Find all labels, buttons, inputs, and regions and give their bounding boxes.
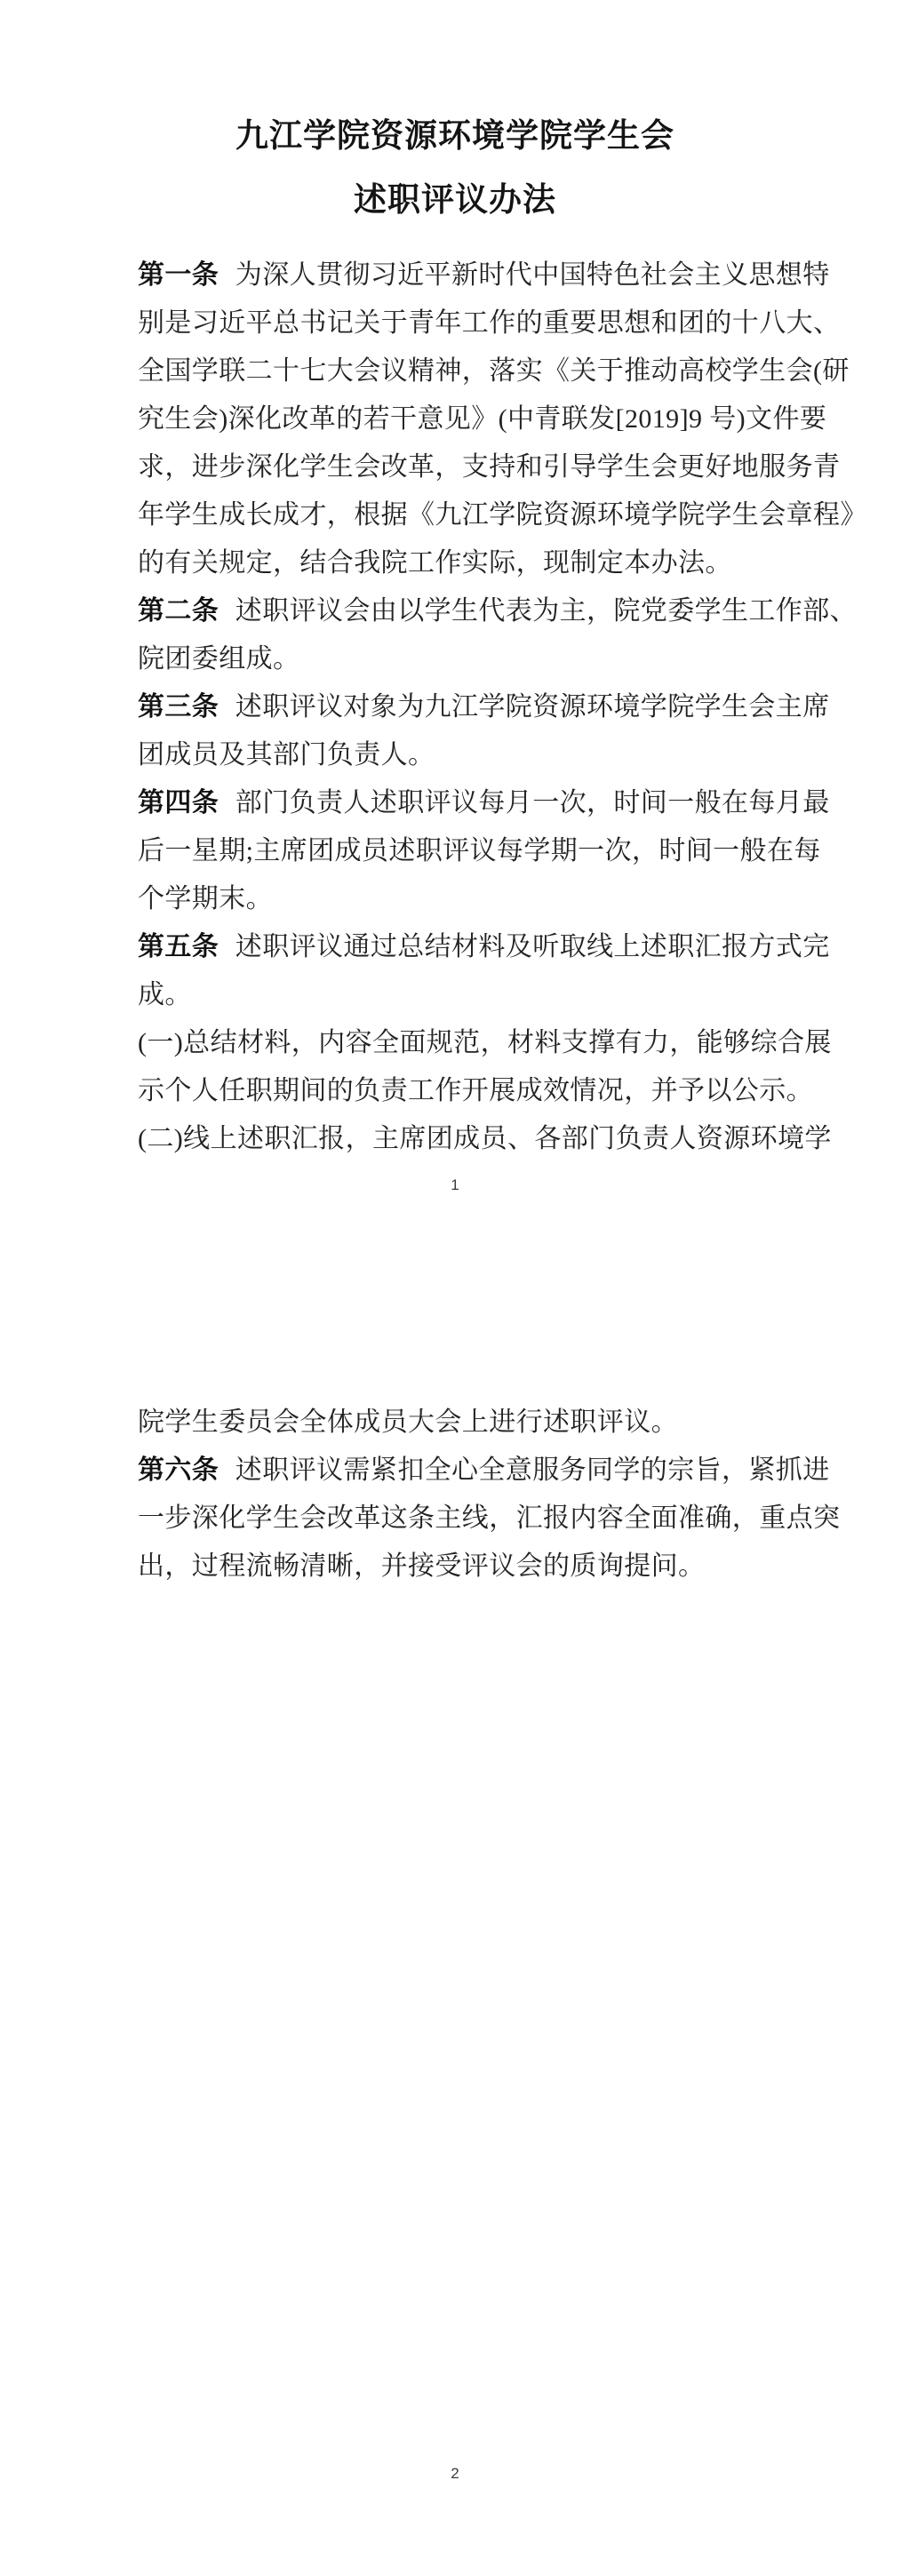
document-title-line1: 九江学院资源环境学院学生会 bbox=[235, 118, 675, 155]
line-text: 述职评议通过总结材料及听取线上述职汇报方式完 bbox=[235, 932, 830, 961]
text-line bbox=[138, 731, 788, 779]
document-title-line2: 述职评议办法 bbox=[354, 182, 556, 219]
line-text: 团成员及其部门负责人。 bbox=[138, 740, 435, 770]
text-line bbox=[138, 1115, 832, 1163]
page-1-body bbox=[138, 251, 867, 1163]
text-line bbox=[138, 1399, 788, 1447]
text-line bbox=[138, 635, 788, 683]
text-line bbox=[138, 827, 821, 875]
text-line bbox=[138, 251, 830, 299]
article-number: 第二条 bbox=[138, 596, 220, 626]
page-number: 1 bbox=[451, 1176, 459, 1193]
line-text: 示个人任职期间的负责工作开展成效情况，并予以公示。 bbox=[138, 1076, 813, 1105]
text-line bbox=[138, 347, 850, 395]
line-text: 后一星期;主席团成员述职评议每学期一次，时间一般在每 bbox=[138, 836, 821, 865]
text-line bbox=[138, 395, 827, 443]
line-text: 为深人贯彻习近平新时代中国特色社会主义思想特 bbox=[235, 260, 830, 290]
line-text: 述职评议对象为九江学院资源环境学院学生会主席 bbox=[235, 692, 830, 722]
text-line bbox=[138, 971, 788, 1019]
line-text: 院团委组成。 bbox=[138, 644, 300, 674]
line-text: 年学生成长成才，根据《九江学院资源环境学院学生会章程》 bbox=[138, 500, 867, 530]
line-text: (二)线上述职汇报，主席团成员、各部门负责人资源环境学 bbox=[138, 1124, 832, 1153]
line-text: 出，过程流畅清晰，并接受评议会的质询提问。 bbox=[138, 1551, 706, 1581]
text-line bbox=[138, 587, 857, 635]
line-text: 成。 bbox=[138, 980, 192, 1009]
text-line bbox=[138, 1067, 813, 1115]
text-line bbox=[138, 491, 867, 539]
article-number: 第三条 bbox=[138, 692, 220, 722]
line-text: 究生会)深化改革的若干意见》(中青联发[2019]9 号)文件要 bbox=[138, 404, 827, 434]
text-line bbox=[138, 683, 830, 731]
line-text: 部门负责人述职评议每月一次，时间一般在每月最 bbox=[235, 788, 830, 817]
line-text: 述职评议需紧扣全心全意服务同学的宗旨，紧抓进 bbox=[235, 1455, 830, 1485]
text-line bbox=[138, 443, 841, 491]
text-line bbox=[138, 539, 788, 587]
line-text: 全国学联二十七大会议精神，落实《关于推动高校学生会(研 bbox=[138, 356, 850, 386]
page-number: 2 bbox=[451, 2465, 459, 2482]
line-text: 的有关规定，结合我院工作实际，现制定本办法。 bbox=[138, 548, 732, 578]
text-line bbox=[138, 299, 841, 347]
line-text: 求，进步深化学生会改革，支持和引导学生会更好地服务青 bbox=[138, 452, 841, 482]
article-number: 第五条 bbox=[138, 932, 220, 961]
line-text: 院学生委员会全体成员大会上进行述职评议。 bbox=[138, 1408, 678, 1437]
article-number: 第四条 bbox=[138, 788, 220, 817]
article-number: 第六条 bbox=[138, 1455, 220, 1485]
text-line bbox=[138, 923, 830, 971]
document-title bbox=[0, 105, 910, 233]
text-line bbox=[138, 779, 830, 827]
line-text: 述职评议会由以学生代表为主，院党委学生工作部、 bbox=[235, 596, 857, 626]
line-text: 一步深化学生会改革这条主线，汇报内容全面准确，重点突 bbox=[138, 1503, 841, 1533]
text-line bbox=[138, 1447, 830, 1495]
text-line bbox=[138, 875, 788, 923]
article-number: 第一条 bbox=[138, 260, 220, 290]
line-text: (一)总结材料，内容全面规范，材料支撑有力，能够综合展 bbox=[138, 1028, 832, 1057]
page-2-body bbox=[138, 1399, 841, 1591]
line-text: 别是习近平总书记关于青年工作的重要思想和团的十八大、 bbox=[138, 308, 841, 338]
line-text: 个学期末。 bbox=[138, 884, 273, 913]
text-line bbox=[138, 1495, 841, 1543]
text-line bbox=[138, 1019, 832, 1067]
text-line bbox=[138, 1543, 788, 1591]
